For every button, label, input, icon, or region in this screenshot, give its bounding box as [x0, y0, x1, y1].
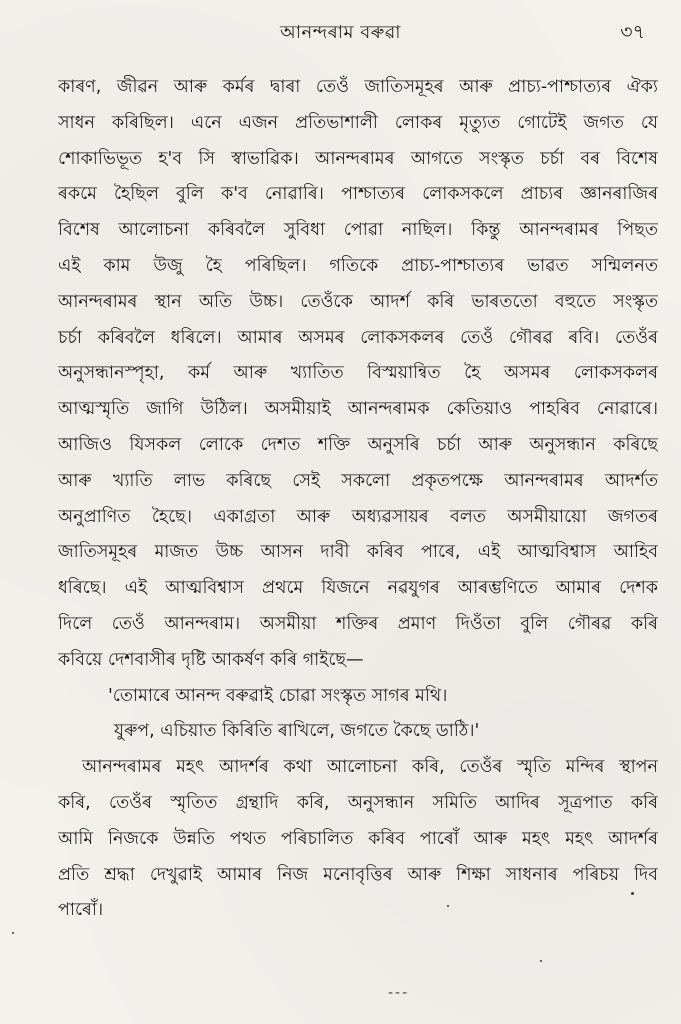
text-line: অনুপ্ৰাণিত হৈছে। একাগ্ৰতা আৰু অধ্যৱসায়ৰ বলত অসমীয়ায়ো জগতৰ [58, 506, 658, 527]
text-line: ধৰিছে। এই আত্মবিশ্বাস প্ৰথমে যিজনে নৱযুগৰ আৰম্ভণিতে আমাৰ দেশক [58, 578, 658, 599]
text-line: চৰ্চা কৰিবলৈ ধৰিলে। আমাৰ অসমৰ লোকসকলৰ তেওঁ গৌৰৱ ৰবি। তেওঁৰ [58, 327, 658, 348]
text-line: পাৰোঁ। [58, 900, 104, 921]
text-line: দিলে তেওঁ আনন্দৰাম। অসমীয়া শক্তিৰ প্ৰমাণ দিওঁতা বুলি গৌৰৱ কৰি [58, 613, 658, 634]
paper-speck [631, 892, 634, 895]
text-line: আত্মস্মৃতি জাগি উঠিল। অসমীয়াই আনন্দৰামক কেতিয়াও পাহৰিব নোৱাৰে। [58, 399, 658, 420]
page-footer-mark: --- [388, 985, 410, 1001]
body-text [58, 70, 658, 929]
text-line: আৰু খ্যাতি লাভ কৰিছে সেই সকলো প্ৰকৃতপক্ষে আনন্দৰামৰ আদৰ্শত [58, 470, 658, 491]
page-number: ৩৭ [620, 21, 645, 43]
text-line: জাতিসমূহৰ মাজত উচ্চ আসন দাবী কৰিব পাৰে, এই আত্মবিশ্বাস আহিব [58, 542, 658, 563]
verse-quote-line: যুৰুপ, এচিয়াত কিৰিতি ৰাখিলে, জগতে কৈছে ডাঠি।' [114, 721, 480, 742]
running-head [0, 12, 681, 42]
text-line: এই কাম উজু হৈ পৰিছিল। গতিকে প্ৰাচ্য-পাশ্চাত্যৰ ভাৱত সন্মিলনত [58, 255, 658, 276]
text-line: প্ৰতি শ্ৰদ্ধা দেখুৱাই আমাৰ নিজ মনোবৃত্তিৰ আৰু শিক্ষা সাধনাৰ পৰিচয় দিব [58, 864, 658, 885]
text-line: আনন্দৰামৰ স্থান অতি উচ্চ। তেওঁকে আদৰ্শ কৰি ভাৰততো বহুতে সংস্কৃত [58, 291, 658, 312]
paper-speck [540, 960, 542, 962]
text-line: আনন্দৰামৰ মহৎ আদৰ্শৰ কথা আলোচনা কৰি, তেওঁৰ স্মৃতি মন্দিৰ স্থাপন [82, 757, 658, 778]
text-line: আমি নিজকে উন্নতি পথত পৰিচালিত কৰিব পাৰোঁ আৰু মহৎ মহৎ আদৰ্শৰ [58, 828, 658, 849]
text-line: আজিও যিসকল লোকে দেশত শক্তি অনুসৰি চৰ্চা আৰু অনুসন্ধান কৰিছে [58, 434, 658, 455]
text-line: শোকাভিভূত হ'ব সি স্বাভাৱিক। আনন্দৰামৰ আগতে সংস্কৃত চৰ্চা বৰ বিশেষ [58, 148, 658, 169]
text-line: কৰি, তেওঁৰ স্মৃতিত গ্ৰন্থাদি কৰি, অনুসন্ধান সমিতি আদিৰ সূত্ৰপাত কৰি [58, 792, 658, 813]
running-title: আনন্দৰাম বৰুৱা [279, 22, 402, 43]
text-line: সাধন কৰিছিল। এনে এজন প্ৰতিভাশালী লোকৰ মৃত্যুত গোটেই জগত যে [58, 112, 658, 133]
text-line: কবিয়ে দেশবাসীৰ দৃষ্টি আকৰ্ষণ কৰি গাইছে— [58, 649, 364, 670]
paper-speck [447, 905, 449, 907]
text-line: কাৰণ, জীৱন আৰু কৰ্মৰ দ্বাৰা তেওঁ জাতিসমূহৰ আৰু প্ৰাচ্য-পাশ্চাত্যৰ ঐক্য [58, 77, 658, 97]
text-line: অনুসন্ধানস্পৃহা, কৰ্ম আৰু খ্যাতিত বিস্ময়ান্বিত হৈ অসমৰ লোকসকলৰ [58, 363, 658, 384]
text-line: ৰকমে হৈছিল বুলি ক'ব নোৱাৰি। পাশ্চাত্যৰ লোকসকলে প্ৰাচ্যৰ জ্ঞানৰাজিৰ [58, 184, 658, 205]
text-line: বিশেষ আলোচনা কৰিবলৈ সুবিধা পোৱা নাছিল। কিন্তু আনন্দৰামৰ পিছত [58, 220, 658, 241]
paper-speck [12, 932, 14, 934]
verse-quote-line: 'তোমাৰে আনন্দ বৰুৱাই চোৱা সংস্কৃত সাগৰ মথি। [108, 685, 448, 706]
